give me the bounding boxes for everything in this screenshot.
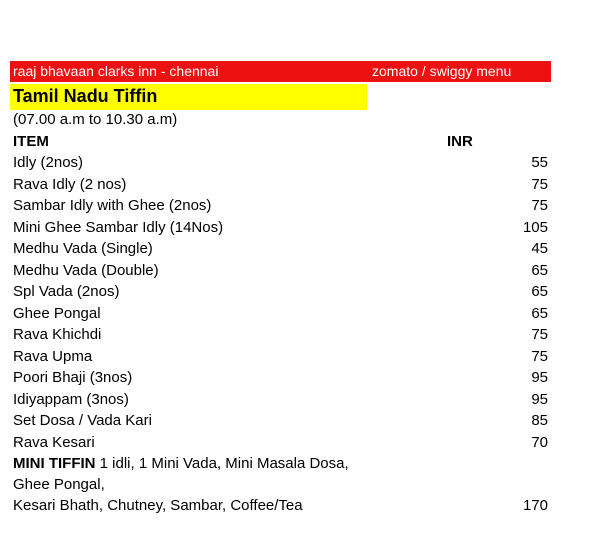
- menu-row: [13, 197, 548, 218]
- menu-row: [13, 391, 548, 412]
- menu-item-name: Poori Bhaji (3nos): [13, 369, 133, 386]
- menu-row: [13, 369, 548, 390]
- menu-row: [13, 348, 548, 369]
- menu-item-price: 55: [531, 154, 548, 171]
- menu-item-name: Medhu Vada (Single): [13, 240, 153, 257]
- menu-item-price: 95: [531, 391, 548, 408]
- menu-row: [13, 326, 548, 347]
- menu-item-price: 95: [531, 369, 548, 386]
- menu-item-name: Idly (2nos): [13, 154, 84, 171]
- header-bar: [10, 61, 551, 82]
- menu-item-name: Rava Kesari: [13, 434, 95, 451]
- menu-item-name: Ghee Pongal: [13, 305, 101, 322]
- combo-contents-2: Ghee Pongal,: [13, 476, 105, 493]
- menu-item-price: 85: [531, 412, 548, 429]
- restaurant-name: raaj bhavaan clarks inn - chennai: [13, 63, 219, 79]
- menu-source-label: zomato / swiggy menu: [372, 63, 512, 79]
- combo-contents-1: 1 idli, 1 Mini Vada, Mini Masala Dosa,: [95, 455, 349, 472]
- menu-row: [13, 176, 548, 197]
- menu-item-price: 70: [531, 434, 548, 451]
- menu-item-price: 65: [531, 283, 548, 300]
- combo-title: MINI TIFFIN: [13, 455, 96, 472]
- menu-row: [13, 434, 548, 455]
- menu-item-name: Set Dosa / Vada Kari: [13, 412, 152, 429]
- section-title-highlight: [10, 84, 367, 110]
- menu-item-price: 105: [522, 219, 548, 236]
- menu-item-name: Rava Idly (2 nos): [13, 176, 127, 193]
- menu-item-price: 45: [531, 240, 548, 257]
- section-hours: (07.00 a.m to 10.30 a.m): [13, 111, 178, 128]
- menu-row: [13, 154, 548, 175]
- column-header-price: INR: [447, 133, 473, 150]
- menu-item-price: 65: [531, 305, 548, 322]
- menu-row: [13, 262, 548, 283]
- menu-row: [13, 240, 548, 261]
- menu-item-name: Medhu Vada (Double): [13, 262, 159, 279]
- menu-item-name: Spl Vada (2nos): [13, 283, 120, 300]
- menu-item-price: 75: [531, 348, 548, 365]
- menu-item-name: Mini Ghee Sambar Idly (14Nos): [13, 219, 224, 236]
- combo-line-1: [13, 455, 349, 472]
- menu-item-name: Idiyappam (3nos): [13, 391, 129, 408]
- menu-item-price: 75: [531, 176, 548, 193]
- menu-item-price: 75: [531, 197, 548, 214]
- menu-row: [13, 219, 548, 240]
- menu-item-name: Rava Khichdi: [13, 326, 102, 343]
- menu-row: [13, 412, 548, 433]
- menu-item-price: 65: [531, 262, 548, 279]
- section-title: Tamil Nadu Tiffin: [13, 86, 158, 106]
- combo-price: 170: [522, 497, 548, 514]
- column-header-item: ITEM: [13, 133, 49, 150]
- menu-row: [13, 305, 548, 326]
- menu-row: [13, 283, 548, 304]
- menu-item-price: 75: [531, 326, 548, 343]
- menu-item-name: Rava Upma: [13, 348, 93, 365]
- menu-item-name: Sambar Idly with Ghee (2nos): [13, 197, 212, 214]
- combo-contents-3: Kesari Bhath, Chutney, Sambar, Coffee/Tea: [13, 497, 303, 514]
